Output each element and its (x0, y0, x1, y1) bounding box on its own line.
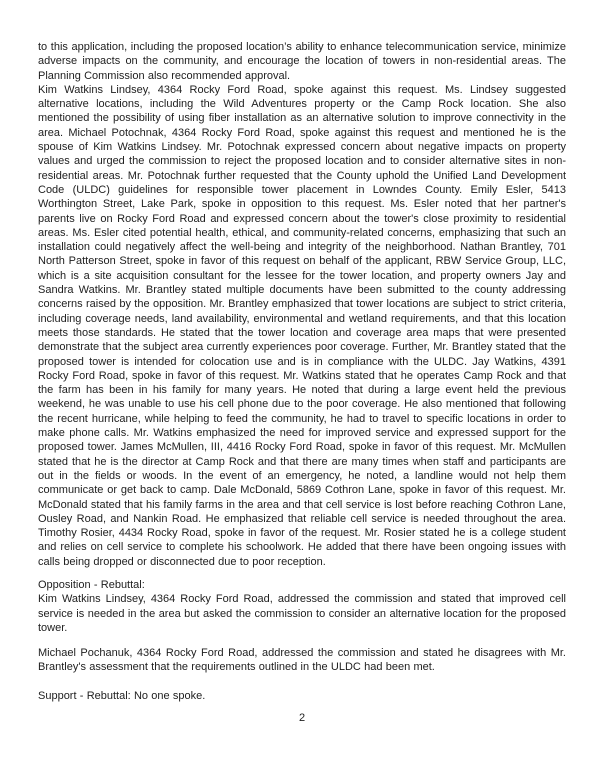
page-number: 2 (298, 712, 306, 725)
paragraph-opposition-rebuttal-1: Kim Watkins Lindsey, 4364 Rocky Ford Road, addressed the commission and stated that improved cell service is needed in the area but asked the commission to consider an alternative location for the proposed tower. (38, 593, 566, 634)
paragraph-opposition-rebuttal-2: Michael Pochanuk, 4364 Rocky Ford Road, addressed the commission and stated he disagrees with Mr. Brantley's assessment that the requirements outlined in the ULDC had been met. (38, 647, 566, 674)
support-rebuttal-line: Support - Rebuttal: No one spoke. (38, 689, 206, 702)
paragraph-continuation: to this application, including the proposed location’s ability to enhance telecommunication service, minimize adverse impacts on the community, and encourage the location of towers in non-residential areas. The Planning Commission also recommended approval. (38, 41, 566, 82)
paragraph-public-hearing: Kim Watkins Lindsey, 4364 Rocky Ford Road, spoke against this request. Ms. Lindsey suggested alternative locations, including the Wild Adventures property or the Camp Rock location. She also mentioned the possibility of using fiber installation as an alternative solution to improve connectivity in the area. Michael Potochnak, 4364 Rocky Ford Road, spoke against this request and mentioned he is the spouse of Kim Watkins Lindsey. Mr. Potochnak expressed concern about negative impacts on property values and urged the commission to reject the proposed location and to consider alternative sites in non-residential areas. Mr. Potochnak further requested that the County uphold the Unified Land Development Code (ULDC) guidelines for responsible tower placement in Lowndes County. Emily Esler, 5413 Worthington Street, Lake Park, spoke in opposition to this request. Ms. Esler noted that her partner's parents live on Rocky Ford Road and expressed concern about the tower's close proximity to residential areas. Ms. Esler cited potential health, ethical, and community-related concerns, emphasizing that such an installation could negatively affect the well-being and integrity of the neighborhood. Nathan Brantley, 701 North Patterson Street, spoke in favor of this request on behalf of the applicant, RBW Service Group, LLC, which is a site acquisition consultant for the lessee for the tower location, and property owners Jay and Sandra Watkins. Mr. Brantley stated multiple documents have been submitted to the county addressing concerns raised by the opposition. Mr. Brantley emphasized that tower locations are subject to strict criteria, including coverage needs, land availability, environmental and wetland requirements, and that this location meets those standards. He stated that the tower location and coverage area maps that were presented demonstrate that the subject area currently experiences poor coverage. Further, Mr. Brantley stated that the proposed tower is intended for colocation use and is in compliance with the ULDC. Jay Watkins, 4391 Rocky Ford Road, spoke in favor of this request. Mr. Watkins stated that he operates Camp Rock and that the farm has been in his family for many years. He noted that during a large event held the previous weekend, he was unable to use his cell phone due to the poor coverage. He also mentioned that following the recent hurricane, while helping to feed the community, he had to travel to specific locations in order to make phone calls. Mr. Watkins emphasized the need for improved service and expressed support for the proposed tower. James McMullen, III, 4416 Rocky Ford Road, spoke in favor of this request. Mr. McMullen stated that he is the director at Camp Rock and that there are many times when staff and participants are out in the fields or woods. In the event of an emergency, he noted, a landline would not help them communicate or get back to camp. Dale McDonald, 5869 Cothron Lane, spoke in favor of this request. Mr. McDonald stated that his family farms in the area and that cell service is lost before reaching Cothron Lane, Ousley Road, and Nankin Road. He emphasized that reliable cell service is needed throughout the area. Timothy Rosier, 4434 Rocky Road, spoke in favor of the request. Mr. Rosier stated he is a college student and relies on cell service to complete his schoolwork. He added that there have been ongoing issues with calls being dropped or disconnected due to poor reception. (38, 83, 566, 568)
opposition-rebuttal-heading: Opposition - Rebuttal: (38, 578, 145, 591)
